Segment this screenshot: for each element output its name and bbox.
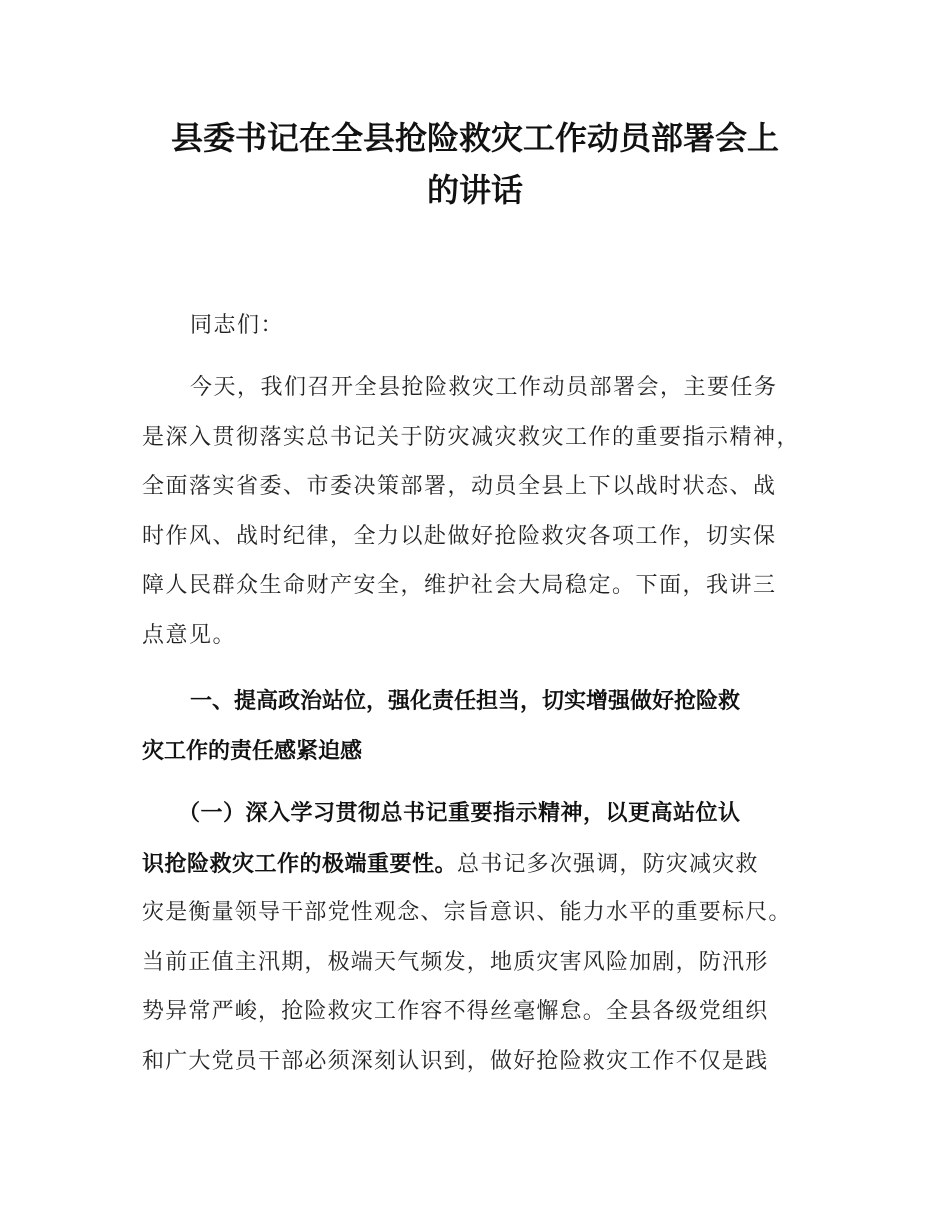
- section-heading-1: [142, 677, 812, 776]
- subsection-heading-line: （一）深入学习贯彻总书记重要指示精神，以更高站位认: [178, 801, 741, 826]
- subsection-heading-tail: 识抢险救灾工作的极端重要性。: [142, 851, 458, 877]
- paragraph-line: 点意见。: [142, 622, 237, 648]
- salutation: [142, 301, 812, 351]
- paragraph-line: [142, 839, 812, 889]
- paragraph-line: 时作风、战时纪律，全力以赴做好抢险救灾各项工作，切实保: [142, 523, 777, 549]
- paragraph-text: 总书记多次强调，防灾减灾救: [457, 851, 759, 877]
- paragraph-line: 今天，我们召开全县抢险救灾工作动员部署会，主要任务: [190, 375, 778, 400]
- paragraph-line: 势异常严峻，抢险救灾工作容不得丝毫懈怠。全县各级党组织: [142, 999, 769, 1024]
- heading-line: 灾工作的责任感紧迫感: [142, 738, 363, 764]
- intro-paragraph: [142, 363, 812, 660]
- salutation-text: 同志们：: [190, 313, 285, 338]
- paragraph-line: 全面落实省委、市委决策部署，动员全县上下以战时状态、战: [142, 474, 777, 499]
- document-title: [100, 112, 850, 216]
- paragraph-line: 和广大党员干部必须深刻认识到，做好抢险救灾工作不仅是践: [142, 1048, 769, 1074]
- paragraph-line: 灾是衡量领导干部党性观念、宗旨意识、能力水平的重要标尺。: [142, 900, 792, 925]
- paragraph-line: 当前正值主汛期，极端天气频发，地质灾害风险加剧，防汛形: [142, 949, 769, 975]
- paragraph-line: 障人民群众生命财产安全，维护社会大局稳定。下面，我讲三: [142, 573, 777, 598]
- subsection-paragraph-1: [142, 789, 812, 1086]
- title-line-1: 县委书记在全县抢险救灾工作动员部署会上: [170, 119, 779, 157]
- heading-line: 一、提高政治站位，强化责任担当，切实增强做好抢险救: [190, 689, 741, 714]
- paragraph-line: 是深入贯彻落实总书记关于防灾减灾救灾工作的重要指示精神，: [142, 424, 801, 450]
- title-line-2: 的讲话: [426, 171, 523, 209]
